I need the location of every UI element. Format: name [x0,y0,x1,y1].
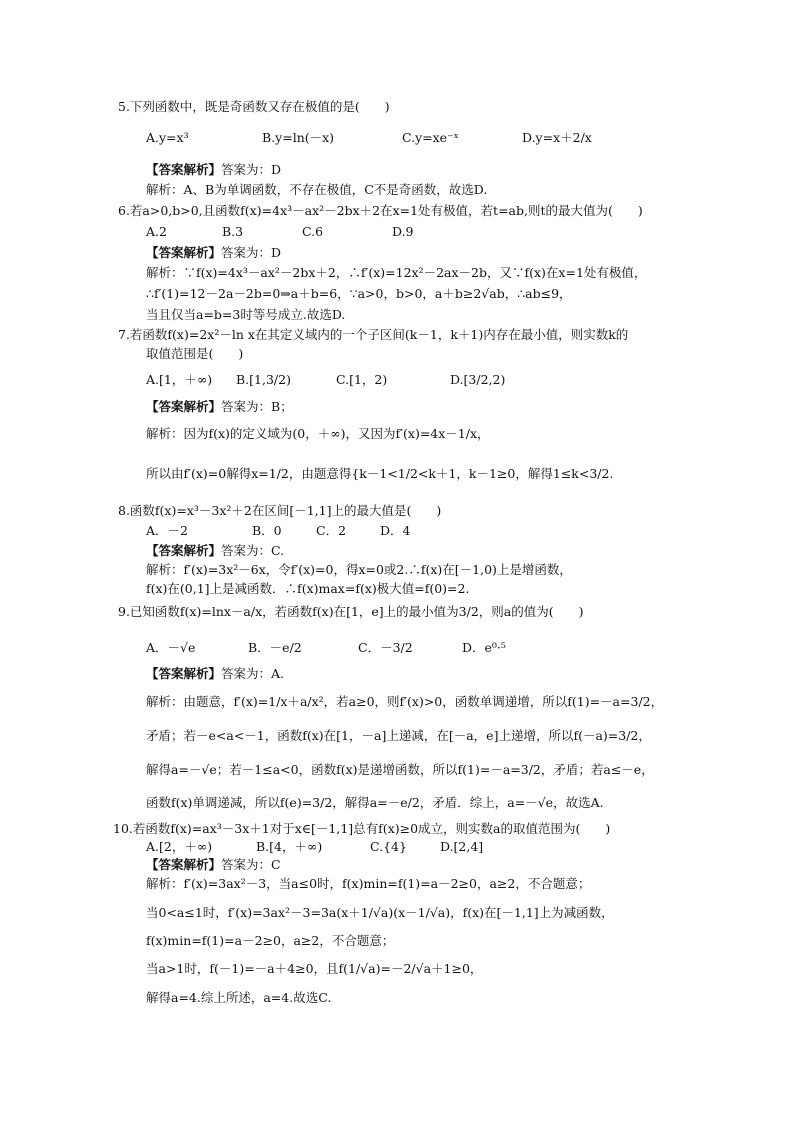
q5-analysis-line: 解析：A、B为单调函数，不存在极值，C不是奇函数，故选D. [146,182,488,197]
q10-stem: 10.若函数f(x)=ax³－3x＋1对于x∈[－1,1]总有f(x)≥0成立，则实数a的取值范围为( ) [113,821,611,836]
q10-analysis-line: 当0<a≤1时，f′(x)=3ax²－3=3a(x＋1/√a)(x－1/√a)，f(x)在[－1,1]上为减函数， [146,905,614,920]
q9-stem: 9.已知函数f(x)=lnx－a/x，若函数f(x)在[1，e]上的最小值为3/2，则a的值为( ) [118,604,584,619]
q5-option-d: D.y=x＋2/x [522,130,592,145]
q10-analysis-line: 解析：f′(x)=3ax²－3，当a≤0时，f(x)min=f(1)=a－2≥0，a≥2，不合题意； [146,876,591,891]
answer-label: 【答案解析】 [146,399,222,414]
answer-text: 答案为：D [221,162,282,177]
q9-option-d: D．e⁰·⁵ [462,640,506,655]
answer-text: 答案为：A. [221,666,285,681]
q10-answer [146,857,281,873]
q7-answer [146,399,293,415]
q10-option-a: A.[2，＋∞) [146,839,213,854]
q10-option-c: C.{4} [370,839,407,854]
q9-option-b: B．－e/2 [248,640,302,655]
q8-option-b: B．0 [252,523,282,538]
q9-analysis-line: 解析：由题意，f′(x)=1/x＋a/x²，若a≥0，则f′(x)>0，函数单调递增，所以f(1)=－a=3/2， [146,694,664,709]
q6-stem: 6.若a>0,b>0,且函数f(x)=4x³－ax²－2bx＋2在x=1处有极值，若t=ab,则t的最大值为( ) [118,203,643,218]
q8-answer [146,543,284,559]
q7-analysis-line: 解析：因为f(x)的定义域为(0，＋∞)，又因为f′(x)=4x－1/x， [146,426,490,441]
q7-analysis-line: 所以由f′(x)=0解得x=1/2，由题意得{k－1<1/2<k＋1，k－1≥0，解得1≤k<3/2. [146,466,614,481]
q6-option-a: A.2 [146,224,167,239]
q8-option-a: A．－2 [146,523,188,538]
q8-option-d: D．4 [380,523,411,538]
answer-label: 【答案解析】 [146,245,222,260]
q6-answer [146,245,281,261]
q8-analysis-line: 解析：f′(x)=3x²－6x，令f′(x)=0，得x=0或2.∴f(x)在[－1,0)上是增函数， [146,562,572,577]
q9-analysis-line: 解得a=－√e；若－1≤a<0，函数f(x)是递增函数，所以f(1)=－a=3/2，矛盾；若a≤－e， [146,762,654,777]
answer-label: 【答案解析】 [146,666,222,681]
q7-stem-continued: 取值范围是( ) [146,346,244,361]
answer-text: 答案为：B； [221,399,293,414]
q5-option-a: A.y=x³ [146,130,189,145]
q7-option-c: C.[1，2) [336,372,388,387]
q9-analysis-line: 矛盾；若－e<a<－1，函数f(x)在[1，－a]上递减，在[－a，e]上递增，所以f(－a)=3/2， [146,728,651,743]
q7-option-b: B.[1,3/2) [236,372,291,387]
q10-analysis-line: 当a>1时，f(－1)=－a＋4≥0，且f(1/√a)=－2/√a＋1≥0， [146,961,483,976]
q7-option-a: A.[1，＋∞) [146,372,213,387]
q9-option-a: A．－√e [146,640,196,655]
q6-analysis-line: ∴f′(1)=12－2a－2b=0⇒a＋b=6，∵a>0，b>0，a＋b≥2√ab，∴ab≤9， [146,286,572,301]
q6-option-d: D.9 [392,224,414,239]
answer-label: 【答案解析】 [146,162,222,177]
answer-label: 【答案解析】 [146,857,222,872]
q5-option-b: B.y=ln(－x) [262,130,335,145]
answer-text: 答案为：D [221,245,282,260]
q5-answer [146,162,281,178]
q9-answer [146,666,284,682]
q8-stem: 8.函数f(x)=x³－3x²＋2在区间[－1,1]上的最大值是( ) [118,503,442,518]
q6-analysis-line: 当且仅当a=b=3时等号成立.故选D. [146,307,346,322]
q9-analysis-line: 函数f(x)单调递减，所以f(e)=3/2，解得a=－e/2，矛盾．综上，a=－√e，故选A. [146,795,604,810]
q5-stem: 5.下列函数中，既是奇函数又存在极值的是( ) [118,99,390,114]
q6-analysis-line: 解析：∵f(x)=4x³－ax²－2bx＋2，∴f′(x)=12x²－2ax－2b，又∵f(x)在x=1处有极值， [146,265,647,280]
q6-option-b: B.3 [222,224,244,239]
q10-analysis-line: 解得a=4.综上所述，a=4.故选C. [146,990,332,1005]
q8-analysis-line: f(x)在(0,1]上是减函数．∴f(x)max=f(x)极大值=f(0)=2. [146,581,470,596]
answer-label: 【答案解析】 [146,543,222,558]
q5-option-c: C.y=xe⁻ˣ [402,130,459,145]
q7-option-d: D.[3/2,2) [450,372,506,387]
answer-text: 答案为：C [221,857,281,872]
q10-option-d: D.[2,4] [440,839,484,854]
q9-option-c: C．－3/2 [358,640,413,655]
q7-stem: 7.若函数f(x)=2x²－ln x在其定义域内的一个子区间(k－1，k＋1)内存在最小值，则实数k的 [118,327,629,342]
q6-option-c: C.6 [302,224,324,239]
q8-option-c: C．2 [316,523,347,538]
q10-analysis-line: f(x)min=f(1)=a－2≥0，a≥2，不合题意； [146,933,395,948]
q10-option-b: B.[4，＋∞) [256,839,323,854]
answer-text: 答案为：C. [221,543,285,558]
